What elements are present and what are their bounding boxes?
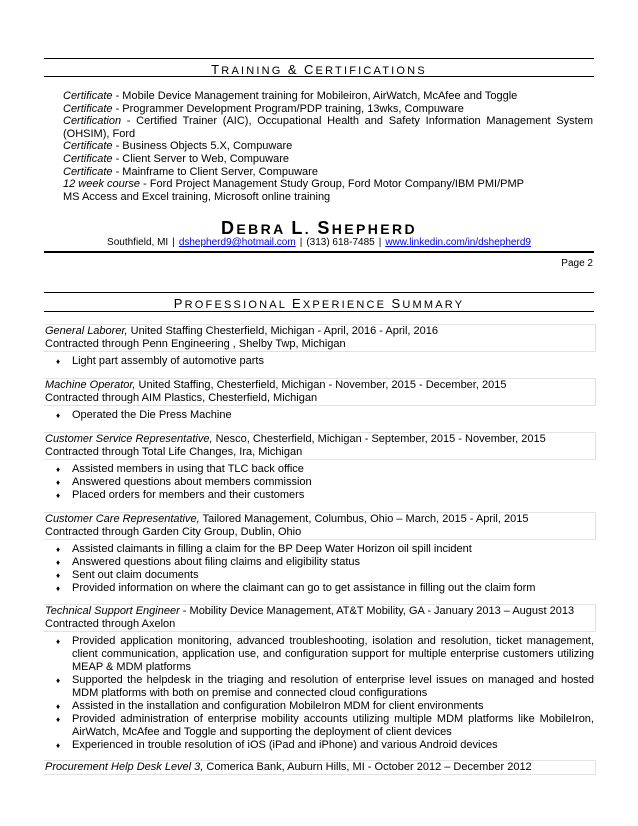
- diamond-bullet-icon: ♦: [56, 676, 61, 685]
- job-title: Technical Support Engineer: [45, 605, 180, 617]
- job-entry: [44, 604, 596, 752]
- separator: |: [172, 237, 175, 248]
- job-details: United Staffing, Chesterfield, Michigan - November, 2015 - December, 2015: [135, 379, 507, 391]
- bullet-item: ♦ Provided information on where the claimant can go to get assistance in filling out the claim form: [56, 582, 536, 594]
- diamond-bullet-icon: ♦: [56, 741, 61, 750]
- diamond-bullet-icon: ♦: [56, 558, 61, 567]
- linkedin-link[interactable]: www.linkedin.com/in/dshepherd9: [385, 237, 531, 248]
- bullet-item: ♦ Operated the Die Press Machine: [56, 409, 232, 421]
- bullet-item: ♦ Provided administration of enterprise mobility accounts utilizing multiple MDM platforms like MobileIron, AirWatch, McAfee and Toggle and supporting the deployment of client devices: [56, 713, 594, 738]
- diamond-bullet-icon: ♦: [56, 478, 61, 487]
- bullet-item: ♦ Assisted members in using that TLC back office: [56, 463, 304, 475]
- job-header: [44, 324, 596, 352]
- certifications-list: [63, 90, 593, 203]
- diamond-bullet-icon: ♦: [56, 571, 61, 580]
- job-title: Procurement Help Desk Level 3,: [45, 761, 204, 773]
- cert-item: Certificate - Client Server to Web, Compuware: [63, 152, 290, 165]
- diamond-bullet-icon: ♦: [56, 637, 61, 646]
- separator: |: [378, 237, 382, 248]
- job-title: Customer Service Representative,: [45, 433, 213, 445]
- bullet-item: ♦ Placed orders for members and their customers: [56, 489, 305, 501]
- job-header: [44, 760, 596, 775]
- job-details: United Staffing Chesterfield, Michigan - April, 2016 - April, 2016: [127, 325, 438, 337]
- job-header: [44, 512, 596, 540]
- cert-item: Certificate - Programmer Development Program/PDP training, 13wks, Compuware: [63, 102, 464, 115]
- job-bullets: [44, 409, 596, 422]
- diamond-bullet-icon: ♦: [56, 491, 61, 500]
- diamond-bullet-icon: ♦: [56, 702, 61, 711]
- job-entry: [44, 760, 596, 775]
- job-details: Tailored Management, Columbus, Ohio – March, 2015 - April, 2015: [199, 513, 529, 525]
- section-rule-top: [44, 292, 594, 293]
- separator: |: [299, 237, 303, 248]
- bullet-item: ♦ Sent out claim documents: [56, 569, 199, 581]
- diamond-bullet-icon: ♦: [56, 411, 61, 420]
- diamond-bullet-icon: ♦: [56, 545, 61, 554]
- location-text: Southfield, MI: [107, 237, 169, 248]
- cert-item: Certificate - Mobile Device Management training for Mobileiron, AirWatch, McAfee and Toggle: [63, 90, 518, 102]
- bullet-item: ♦ Light part assembly of automotive parts: [56, 355, 264, 367]
- bullet-item: ♦ Assisted claimants in filling a claim for the BP Deep Water Horizon oil spill incident: [56, 543, 472, 555]
- header-rule: [44, 251, 594, 253]
- job-entry: [44, 432, 596, 502]
- diamond-bullet-icon: ♦: [56, 465, 61, 474]
- job-header: [44, 378, 596, 406]
- cert-item: 12 week course - Ford Project Management Study Group, Ford Motor Company/IBM PMI/PMP: [63, 178, 524, 191]
- job-header: [44, 432, 596, 460]
- job-bullets: [44, 355, 596, 368]
- job-entry: [44, 324, 596, 368]
- job-entry: [44, 512, 596, 595]
- section-rule-top: [44, 58, 594, 59]
- bullet-item: ♦ Assisted in the installation and configuration MobileIron MDM for client environments: [56, 700, 484, 712]
- phone-text: (313) 618-7485: [306, 237, 375, 248]
- bullet-item: ♦ Experienced in trouble resolution of iOS (iPad and iPhone) and various Android devices: [56, 739, 498, 751]
- bullet-item: ♦ Supported the helpdesk in the triaging and resolution of enterprise level issues on managed and hosted MDM platforms with both on premise and connected cloud configurations: [56, 674, 594, 699]
- job-bullets: [44, 635, 596, 752]
- experience-heading: PROFESSIONAL EXPERIENCE SUMMARY: [173, 296, 465, 311]
- job-details: Comerica Bank, Auburn Hills, MI - October 2012 – December 2012: [203, 761, 532, 773]
- job-title: Customer Care Representative,: [45, 513, 200, 525]
- job-contract: Contracted through AIM Plastics, Chesterfield, Michigan: [45, 392, 318, 404]
- job-entry: [44, 378, 596, 422]
- job-contract: Contracted through Penn Engineering , Shelby Twp, Michigan: [45, 338, 346, 350]
- cert-item: Certificate - Business Objects 5.X, Compuware: [63, 140, 293, 153]
- job-bullets: [44, 543, 596, 595]
- candidate-name: DEBRA L. SHEPHERD: [220, 218, 418, 238]
- training-heading: TRAINING & CERTIFICATIONS: [211, 62, 427, 77]
- section-rule-bottom: [44, 76, 594, 77]
- diamond-bullet-icon: ♦: [56, 584, 61, 593]
- job-header: [44, 604, 596, 632]
- bullet-item: ♦ Answered questions about filing claims and eligibility status: [56, 556, 360, 568]
- bullet-item: ♦ Provided application monitoring, advanced troubleshooting, isolation and resolution, ticket management, client communication, application use, and configuration support for multiple enterprise customers utilizing MEAP & MDM platforms: [56, 635, 594, 673]
- cert-item: MS Access and Excel training, Microsoft online training: [63, 190, 331, 203]
- job-contract: Contracted through Garden City Group, Dublin, Ohio: [45, 526, 302, 538]
- section-rule-bottom: [44, 311, 594, 312]
- job-title: General Laborer,: [45, 325, 128, 337]
- page-number: Page 2: [561, 258, 593, 269]
- contact-line: [44, 237, 594, 248]
- job-bullets: [44, 463, 596, 502]
- job-contract: Contracted through Axelon: [45, 618, 176, 630]
- job-details: Nesco, Chesterfield, Michigan - September, 2015 - November, 2015: [212, 433, 546, 445]
- bullet-item: ♦ Answered questions about members commission: [56, 476, 312, 488]
- email-link[interactable]: dshepherd9@hotmail.com: [178, 237, 296, 248]
- diamond-bullet-icon: ♦: [56, 357, 61, 366]
- cert-item: Certificate - Mainframe to Client Server, Compuware: [63, 165, 318, 178]
- job-contract: Contracted through Total Life Changes, Ira, Michigan: [45, 446, 303, 458]
- job-title: Machine Operator,: [45, 379, 136, 391]
- diamond-bullet-icon: ♦: [56, 715, 61, 724]
- job-details: - Mobility Device Management, AT&T Mobility, GA - January 2013 – August 2013: [179, 605, 575, 617]
- cert-item: Certification - Certified Trainer (AIC), Occupational Health and Safety Information Management System (OHSIM), Ford: [63, 115, 593, 140]
